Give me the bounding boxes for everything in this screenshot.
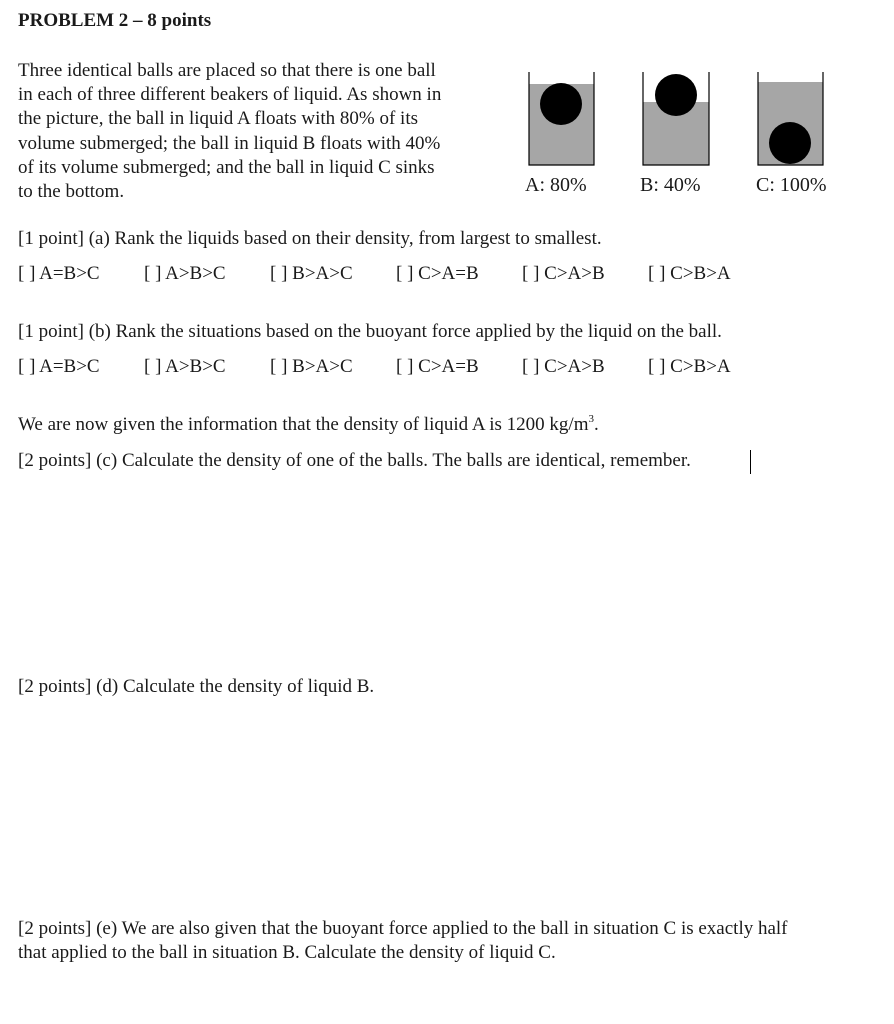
beaker-b-label: B: 40% (640, 174, 701, 196)
part-e-prompt (18, 917, 788, 965)
ball-c (769, 122, 811, 164)
part-b-option[interactable]: [ ] B>A>C (270, 356, 353, 377)
part-b-option[interactable]: [ ] A=B>C (18, 356, 100, 377)
beaker-a (529, 72, 594, 165)
part-b-option[interactable]: [ ] C>B>A (648, 356, 731, 377)
part-a-option[interactable]: [ ] C>A=B (396, 263, 479, 284)
density-info-exponent: 3 (588, 413, 594, 425)
part-d-prompt: [2 points] (d) Calculate the density of liquid B. (18, 676, 375, 697)
part-b-option[interactable]: [ ] C>A>B (522, 356, 605, 377)
part-b-prompt: [1 point] (b) Rank the situations based on the buoyant force applied by the liquid on the ball. (18, 321, 722, 342)
beaker-b (643, 72, 709, 165)
part-a-option[interactable]: [ ] A=B>C (18, 263, 100, 284)
part-b-option[interactable]: [ ] A>B>C (144, 356, 226, 377)
intro-line: Three identical balls are placed so that there is one ball (18, 60, 436, 81)
intro-line: to the bottom. (18, 181, 125, 203)
density-info-text: We are now given the information that the density of liquid A is 1200 kg/m (18, 414, 589, 435)
density-info-suffix: . (594, 414, 599, 435)
part-b-option[interactable]: [ ] C>A=B (396, 356, 479, 377)
part-e-line: that applied to the ball in situation B. Calculate the density of liquid C. (18, 942, 556, 963)
ball-b (655, 74, 697, 116)
ball-a (540, 83, 582, 125)
part-b-options (18, 356, 731, 378)
part-a-prompt: [1 point] (a) Rank the liquids based on their density, from largest to smallest. (18, 228, 602, 249)
intro-line: in each of three different beakers of liquid. As shown in (18, 84, 442, 106)
part-c-prompt: [2 points] (c) Calculate the density of one of the balls. The balls are identical, remember. (18, 450, 691, 471)
part-e-line: [2 points] (e) We are also given that the buoyant force applied to the ball in situation C is exactly half (18, 918, 788, 939)
problem-title: PROBLEM 2 – 8 points (18, 10, 212, 31)
part-a-option[interactable]: [ ] C>A>B (522, 263, 605, 284)
part-a-option[interactable]: [ ] B>A>C (270, 263, 353, 284)
part-a-options (18, 263, 731, 285)
intro-line: of its volume submerged; and the ball in liquid C sinks (18, 156, 435, 178)
part-a-option[interactable]: [ ] A>B>C (144, 263, 226, 284)
intro-line: the picture, the ball in liquid A floats with 80% of its (18, 108, 419, 130)
beaker-c (758, 72, 823, 165)
text-cursor (750, 450, 751, 474)
part-a-option[interactable]: [ ] C>B>A (648, 263, 731, 284)
intro-line: volume submerged; the ball in liquid B floats with 40% (18, 132, 441, 154)
beaker-a-label: A: 80% (525, 174, 587, 196)
beaker-c-label: C: 100% (756, 174, 827, 196)
density-info (18, 414, 599, 436)
